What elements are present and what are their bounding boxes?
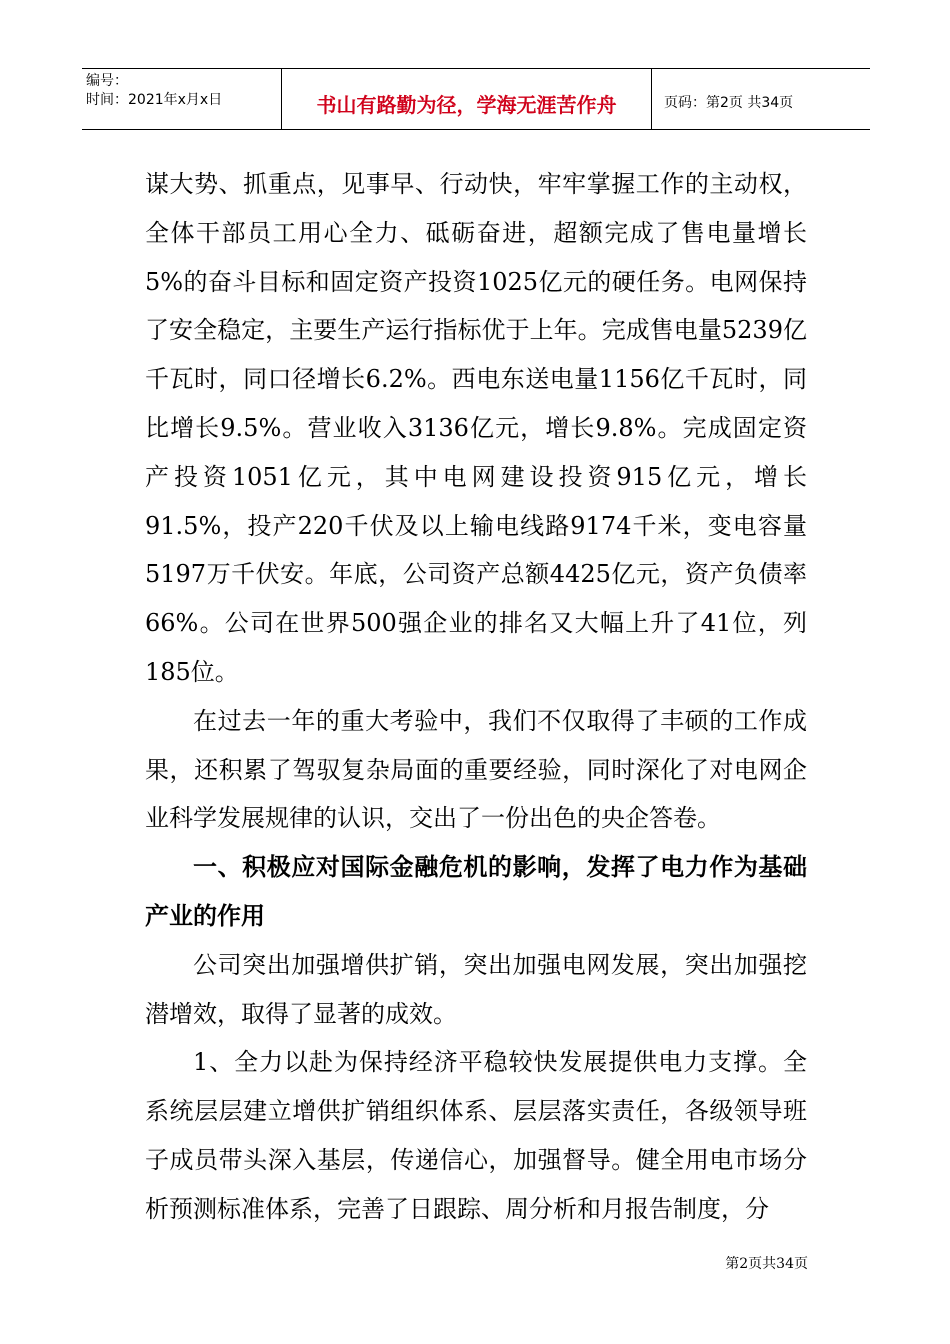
document-body — [145, 160, 807, 1234]
page-code: 页码：第2页 共34页 — [664, 95, 794, 111]
serial-number-label: 编号： — [86, 73, 128, 89]
section-heading: 一、积极应对国际金融危机的影响，发挥了电力作为基础产业的作用 — [145, 853, 807, 930]
body-paragraph: 谋大势、抓重点，见事早、行动快，牢牢掌握工作的主动权，全体干部员工用心全力、砥砺奋进，超额完成了售电量增长5%的奋斗目标和固定资产投资1025亿元的硬任务。电网保持了安全稳定，主要生产运行指标优于上年。完成售电量5239亿千瓦时，同口径增长6.2%。西电东送电量1156亿千瓦时，同比增长9.5%。营业收入3136亿元，增长9.8%。完成固定资产投资1051亿元，其中电网建设投资915亿元，增长91.5%，投产220千伏及以上输电线路9174千米，变电容量5197万千伏安。年底，公司资产总额4425亿元，资产负债率66%。公司在世界500强企业的排名又大幅上升了41位，列185位。 — [145, 170, 807, 686]
body-paragraph: 1、全力以赴为保持经济平稳较快发展提供电力支撑。全系统层层建立增供扩销组织体系、层层落实责任，各级领导班子成员带头深入基层，传递信心，加强督导。健全用电市场分析预测标准体系，完善了日跟踪、周分析和月报告制度，分 — [145, 1048, 807, 1223]
header-motto-cell — [282, 69, 652, 129]
body-paragraph: 公司突出加强增供扩销，突出加强电网发展，突出加强挖潜增效，取得了显著的成效。 — [145, 950, 807, 1028]
motto-text: 书山有路勤为径，学海无涯苦作舟 — [316, 93, 617, 117]
header-page-cell — [652, 69, 870, 129]
page-header — [82, 68, 870, 130]
page-footer: 第2页共34页 — [725, 1256, 808, 1272]
header-info-cell — [82, 69, 282, 129]
time-label: 时间：2021年x月x日 — [86, 92, 223, 108]
body-paragraph: 在过去一年的重大考验中，我们不仅取得了丰硕的工作成果，还积累了驾驭复杂局面的重要经验，同时深化了对电网企业科学发展规律的认识，交出了一份出色的央企答卷。 — [145, 706, 807, 833]
